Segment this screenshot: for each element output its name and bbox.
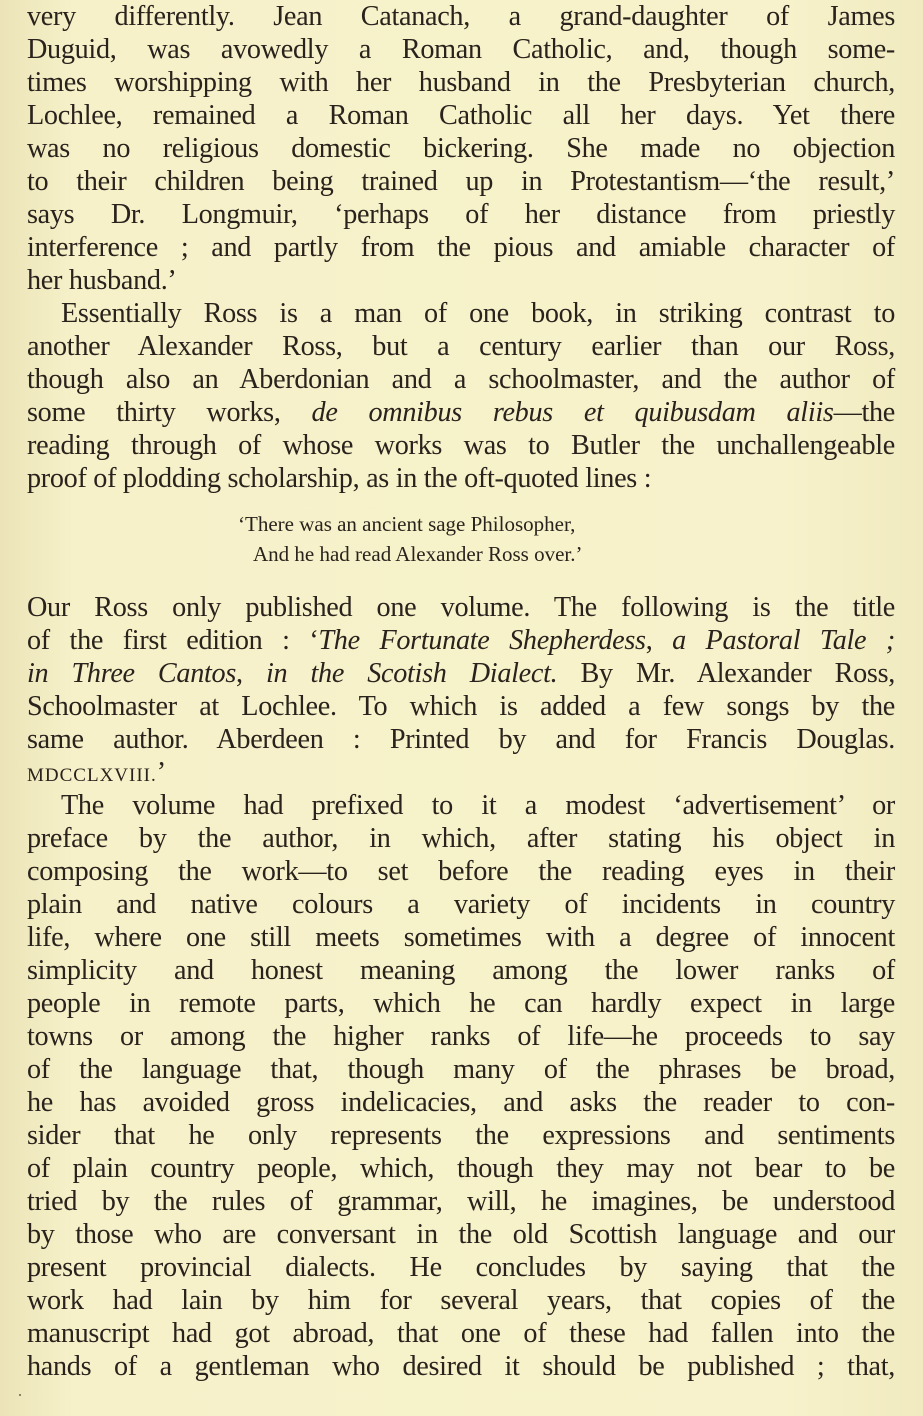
text-line xyxy=(27,396,895,429)
text-segment: , xyxy=(236,658,266,689)
text-line: The volume had prefixed to it a modest ‘advertisement’ or xyxy=(61,790,895,821)
book-subtitle: in the Scotish Dialect. xyxy=(265,658,558,689)
text-line: same author. Aberdeen : Printed by and for Francis Douglas. xyxy=(27,724,895,755)
book-title: The Fortunate Shepherdess xyxy=(318,625,646,656)
text-line xyxy=(27,756,895,789)
text-line: tried by the rules of grammar, will, he imagines, be understood xyxy=(27,1186,895,1217)
spacer xyxy=(27,569,895,591)
text-line: Schoolmaster at Lochlee. To which is added a few songs by the xyxy=(27,691,895,722)
text-line: work had lain by him for several years, that copies of the xyxy=(27,1285,895,1316)
text-line: towns or among the higher ranks of life—he proceeds to say xyxy=(27,1021,895,1052)
text-line: hands of a gentleman who desired it should be published ; that, xyxy=(27,1351,895,1382)
text-line: says Dr. Longmuir, ‘perhaps of her distance from priestly xyxy=(27,199,895,230)
text-line: times worshipping with her husband in the Presbyterian church, xyxy=(27,67,895,98)
text-line: Essentially Ross is a man of one book, in striking contrast to xyxy=(61,298,895,329)
text-line: manuscript had got abroad, that one of these had fallen into the xyxy=(27,1318,895,1349)
text-segment: some thirty works, xyxy=(27,397,312,428)
text-segment: —the xyxy=(833,397,895,428)
verse-quote xyxy=(27,509,895,569)
text-line: was no religious domestic bickering. She made no objection xyxy=(27,133,895,164)
verse-line: And he had read Alexander Ross over.’ xyxy=(253,542,583,566)
book-subtitle: in Three Cantos xyxy=(27,658,237,689)
text-line: by those who are conversant in the old Scottish language and our xyxy=(27,1219,895,1250)
text-line: plain and native colours a variety of incidents in country xyxy=(27,889,895,920)
text-line: Duguid, was avowedly a Roman Catholic, and, though some- xyxy=(27,34,895,65)
text-line: reading through of whose works was to Butler the unchallengeable xyxy=(27,430,895,461)
book-page xyxy=(27,0,895,1383)
publication-year: MDCCLXVIII. xyxy=(27,765,157,786)
text-segment: By Mr. Alexander Ross, xyxy=(557,658,895,689)
text-line: another Alexander Ross, but a century earlier than our Ross, xyxy=(27,331,895,362)
print-speck xyxy=(19,1394,21,1396)
text-line: he has avoided gross indelicacies, and asks the reader to con- xyxy=(27,1087,895,1118)
text-line: present provincial dialects. He concludes by saying that the xyxy=(27,1252,895,1283)
paragraph-first-edition xyxy=(27,591,895,789)
text-line: to their children being trained up in Protestantism—‘the result,’ xyxy=(27,166,895,197)
text-line: preface by the author, in which, after stating his object in xyxy=(27,823,895,854)
text-segment: ’ xyxy=(156,757,166,788)
text-line: of the language that, though many of the phrases be broad, xyxy=(27,1054,895,1085)
text-line: life, where one still meets sometimes with a degree of innocent xyxy=(27,922,895,953)
text-line: though also an Aberdonian and a schoolmaster, and the author of xyxy=(27,364,895,395)
text-line: very differently. Jean Catanach, a grand-daughter of James xyxy=(27,1,895,32)
text-line: proof of plodding scholarship, as in the oft-quoted lines : xyxy=(27,463,652,494)
paragraph-advertisement xyxy=(27,789,895,1383)
text-line: simplicity and honest meaning among the lower ranks of xyxy=(27,955,895,986)
text-segment: of the first edition : ‘ xyxy=(27,625,319,656)
text-line xyxy=(27,624,895,657)
paragraph-catanach xyxy=(27,0,895,297)
book-subtitle: a Pastoral Tale ; xyxy=(672,625,895,656)
text-line: interference ; and partly from the pious and amiable character of xyxy=(27,232,895,263)
spacer xyxy=(27,495,895,509)
latin-phrase: de omnibus rebus et quibusdam aliis xyxy=(311,397,834,428)
text-line: Lochlee, remained a Roman Catholic all her days. Yet there xyxy=(27,100,895,131)
text-line: her husband.’ xyxy=(27,265,177,296)
text-line: of plain country people, which, though they may not bear to be xyxy=(27,1153,895,1184)
text-line: Our Ross only published one volume. The following is the title xyxy=(27,592,895,623)
text-line xyxy=(27,657,895,690)
text-line: people in remote parts, which he can hardly expect in large xyxy=(27,988,895,1019)
text-segment: , xyxy=(645,625,673,656)
text-line: sider that he only represents the expressions and sentiments xyxy=(27,1120,895,1151)
text-line: composing the work—to set before the reading eyes in their xyxy=(27,856,895,887)
verse-line: ‘There was an ancient sage Philosopher, xyxy=(238,512,576,536)
paragraph-one-book xyxy=(27,297,895,495)
